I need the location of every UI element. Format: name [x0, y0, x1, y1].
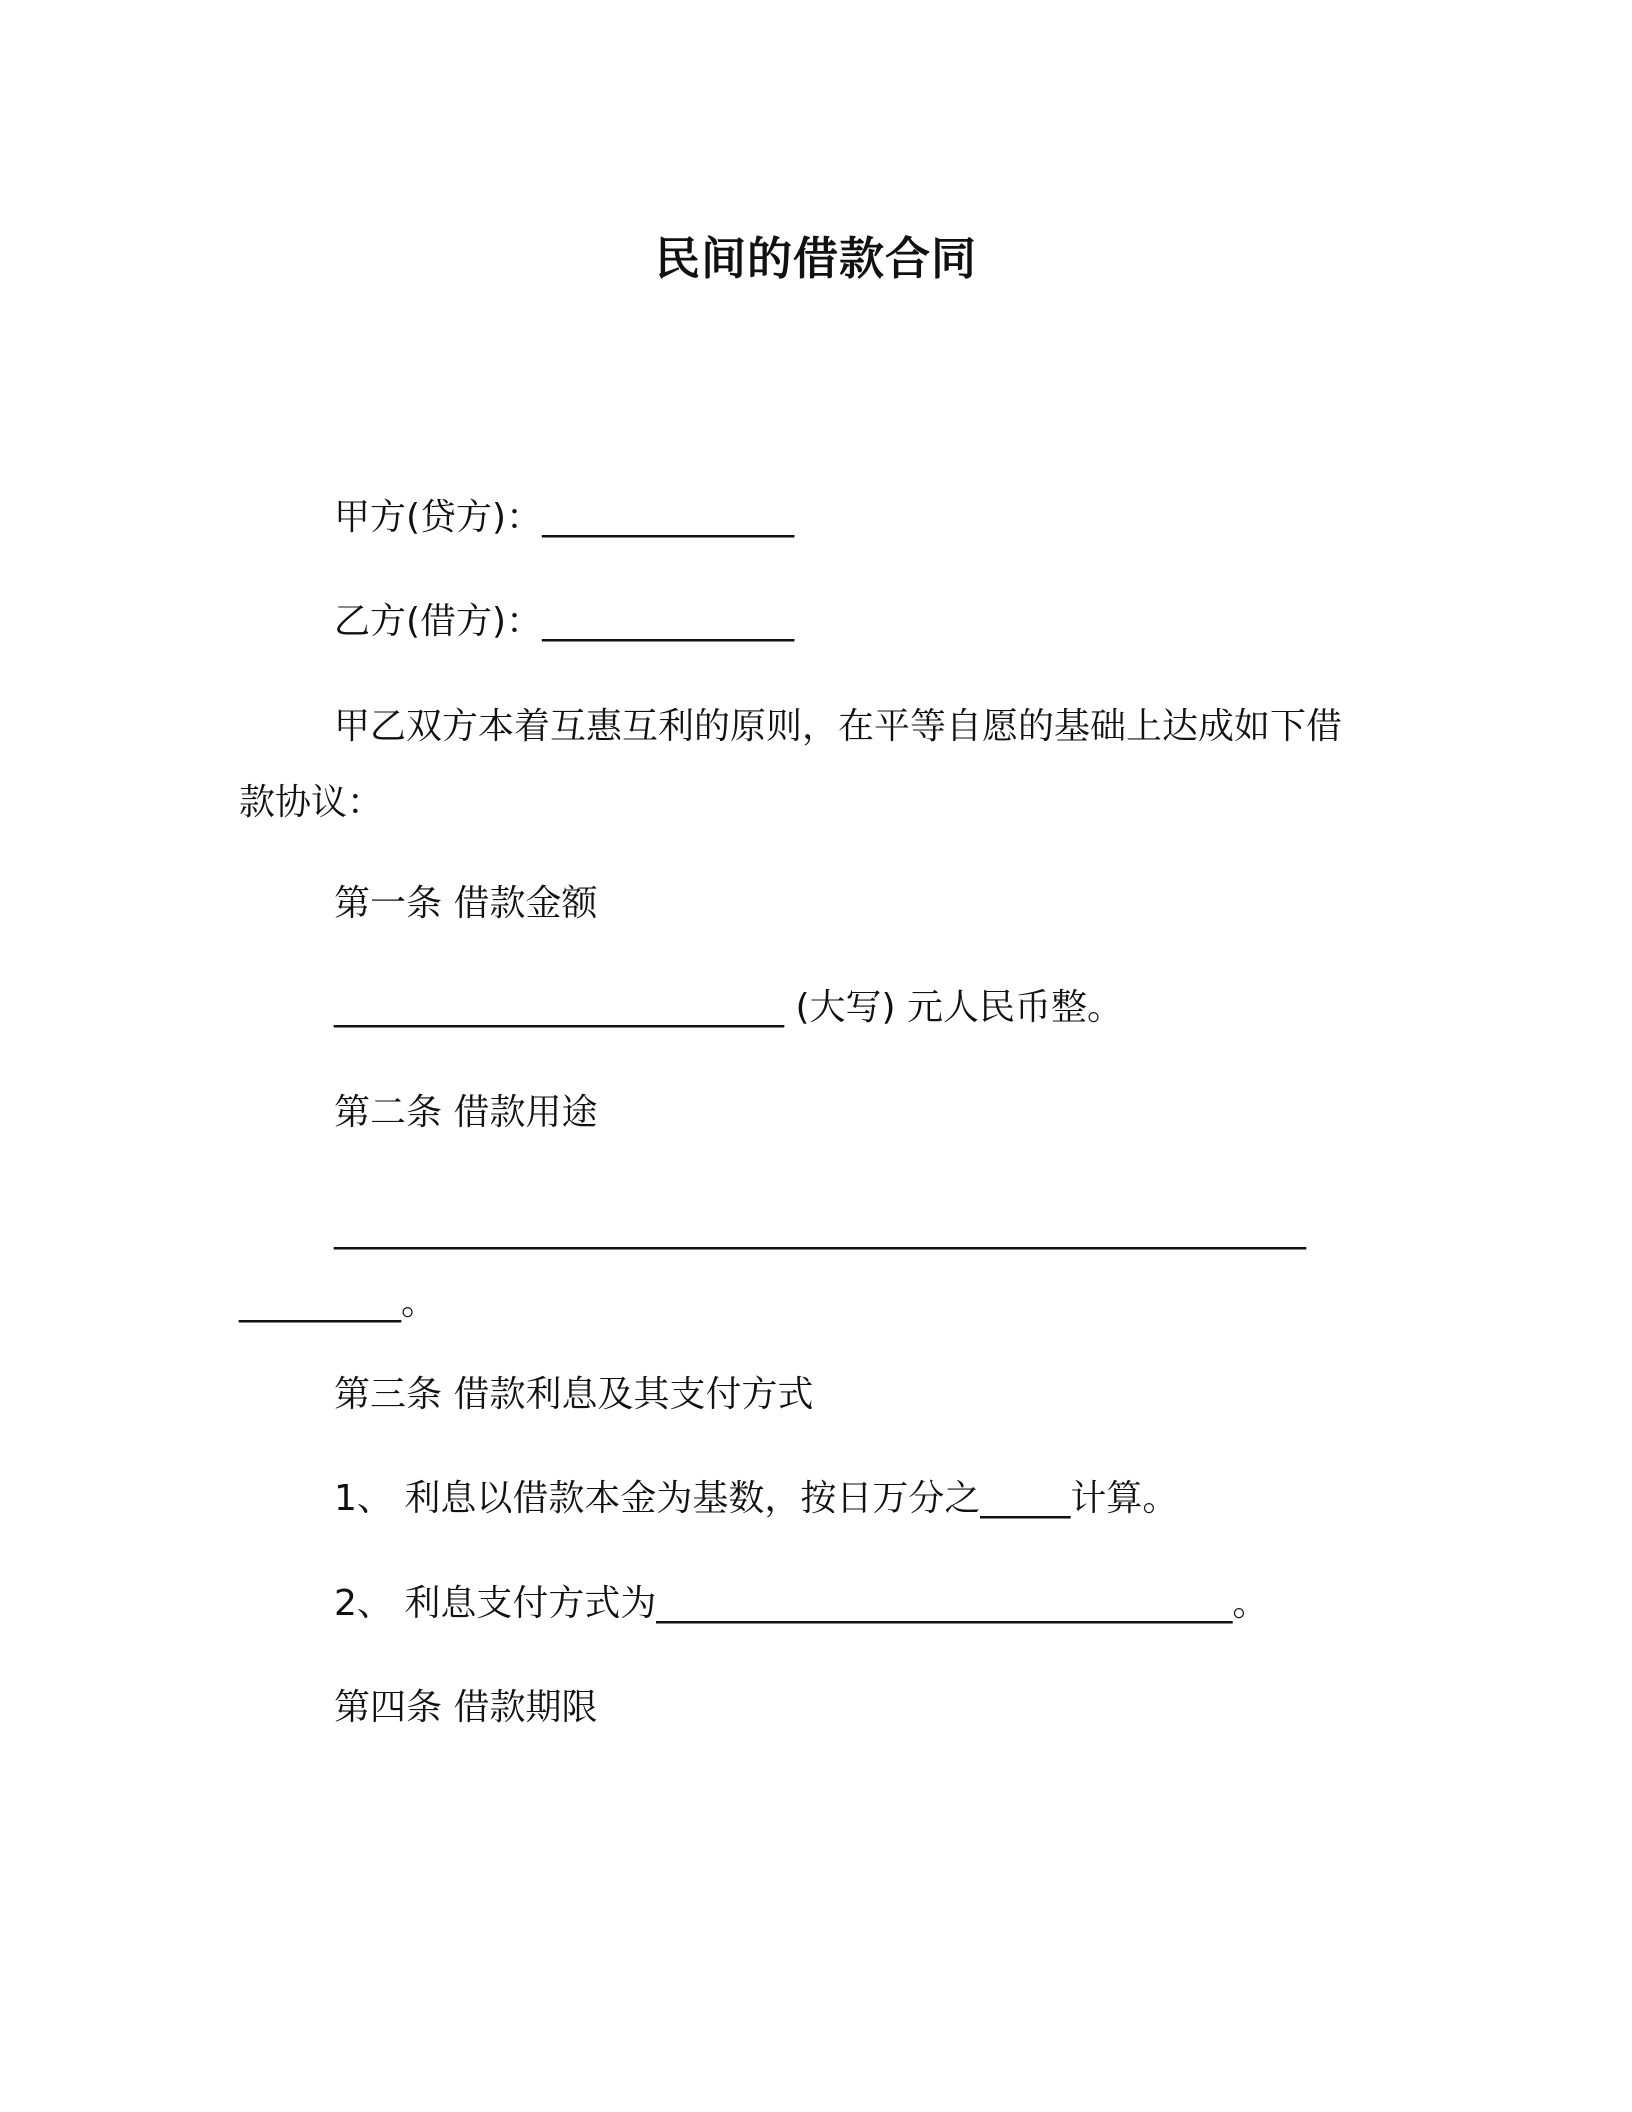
article-4-heading: 第四条 借款期限	[334, 1687, 598, 1728]
document-title: 民间的借款合同	[654, 232, 977, 285]
article-3-heading: 第三条 借款利息及其支付方式	[334, 1374, 814, 1415]
article-2-body-line-2: _________。	[239, 1282, 438, 1323]
article-1-heading: 第一条 借款金额	[334, 883, 598, 924]
party-a-line: 甲方(贷方)：______________	[334, 497, 795, 538]
intro-paragraph-line-2: 款协议：	[239, 782, 384, 823]
article-2-heading: 第二条 借款用途	[334, 1092, 598, 1133]
party-b-line: 乙方(借方)：______________	[334, 601, 795, 642]
article-2-body-line-1: ______________________________________________________	[334, 1209, 1306, 1250]
intro-paragraph-line-1: 甲乙双方本着互惠互利的原则，在平等自愿的基础上达成如下借	[334, 706, 1343, 747]
article-1-body: _________________________ (大写) 元人民币整。	[334, 987, 1123, 1028]
article-3-item-2: 2、 利息支付方式为________________________________。	[334, 1583, 1269, 1624]
article-3-item-1: 1、 利息以借款本金为基数，按日万分之_____计算。	[334, 1478, 1179, 1519]
